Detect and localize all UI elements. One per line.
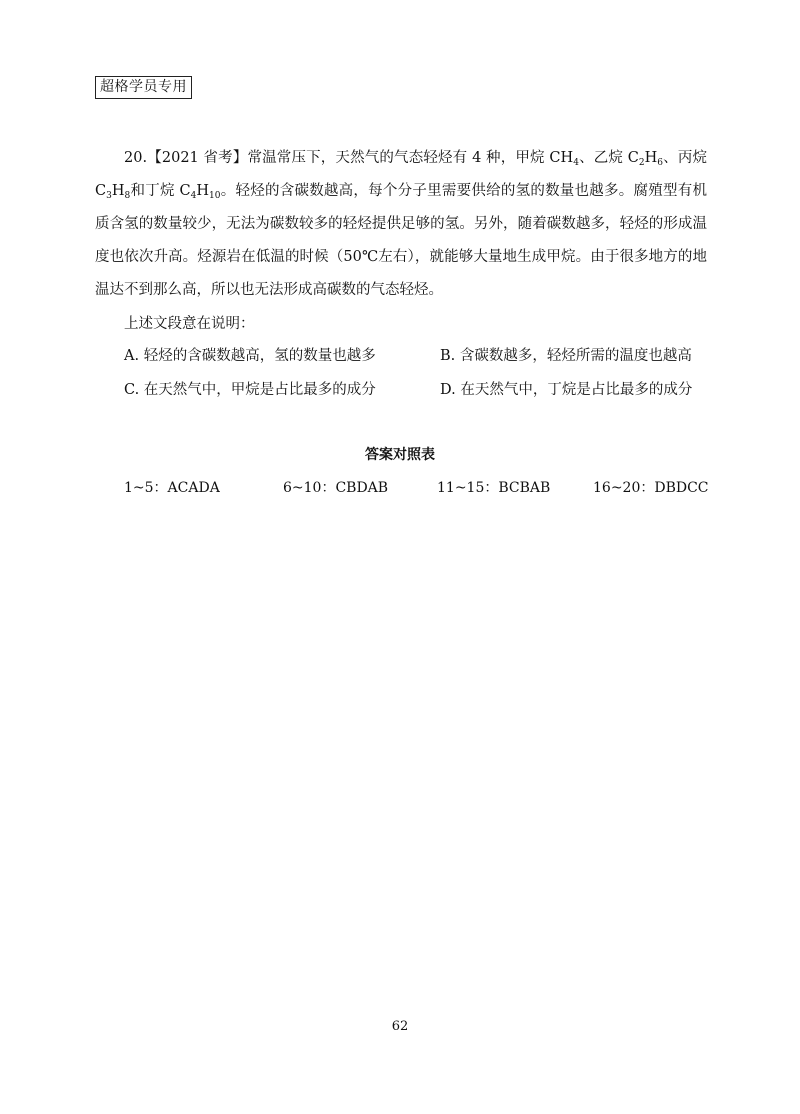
answer-group-1: 1~5：ACADA (124, 480, 220, 496)
option-d: D. 在天然气中，丁烷是占比最多的成分 (440, 382, 693, 398)
answer-group-2: 6~10：CBDAB (283, 480, 389, 496)
passage-text: 20.【2021 省考】常温常压下，天然气的气态轻烃有 4 种，甲烷 $CH_4$、乙烷 $C_2H_6$、丙烷 $C_3H_8$和丁烷 $C_4H_{10}$。轻烃的含碳数越高，每个分子里需要供给的氢的数量也越多。腐殖型有机质含氢的数量较少，无法为碳数较多的轻烃提供足够的氢。另外，随着碳数越多，轻烃的形成温度也依次升高。烃源岩在低温的时候（50℃左右），就能够大量地生成甲烷。由于很多地方的地温达不到那么高，所以也无法形成高碳数的气态轻烃。 (95, 150, 707, 298)
answer-group-4: 16~20：DBDCC (593, 480, 709, 496)
question-prompt: 上述文段意在说明： (124, 316, 255, 332)
option-b: B. 含碳数越多，轻烃所需的温度也越高 (440, 348, 692, 364)
page-number: 62 (391, 1019, 409, 1034)
student-only-badge: 超格学员专用 (95, 76, 192, 99)
option-a: A. 轻烃的含碳数越高，氢的数量也越多 (124, 348, 376, 364)
answer-group-3: 11~15：BCBAB (437, 480, 551, 496)
option-c: C. 在天然气中，甲烷是占比最多的成分 (124, 382, 376, 398)
answer-table-title: 答案对照表 (365, 447, 435, 463)
question-20-passage (95, 142, 707, 307)
